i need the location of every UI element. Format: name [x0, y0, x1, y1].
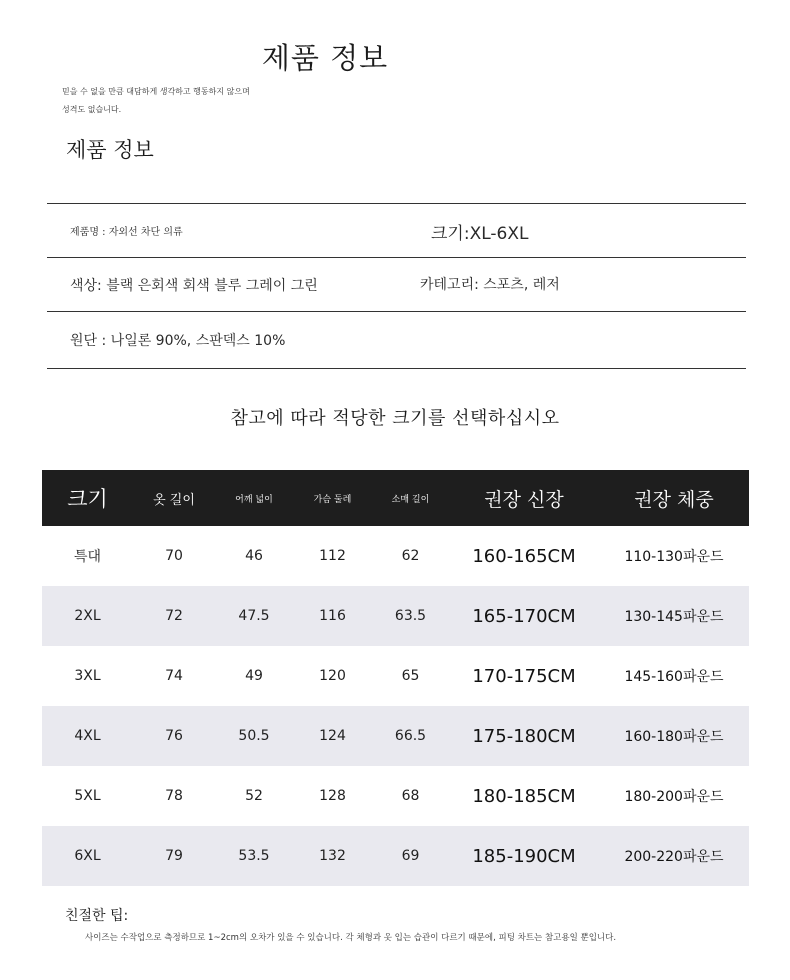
table-row [42, 706, 749, 766]
cell-height: 160-165CM [472, 545, 576, 567]
cell-length: 70 [165, 548, 183, 564]
intro-text-line-1: 믿을 수 없을 만큼 대담하게 생각하고 행동하지 않으며 [62, 87, 250, 96]
tips-title: 친절한 팁: [65, 908, 129, 924]
product-colors: 색상: 블랙 은회색 회색 블루 그레이 그린 [70, 278, 318, 294]
cell-length: 78 [165, 788, 183, 804]
table-row [42, 826, 749, 886]
product-size-range: 크기:XL-6XL [431, 224, 529, 244]
header-weight: 권장 체중 [634, 488, 714, 511]
cell-sleeve: 68 [401, 788, 420, 804]
cell-size: 6XL [74, 848, 101, 864]
cell-chest: 116 [319, 608, 346, 624]
cell-chest: 112 [319, 548, 346, 564]
cell-weight: 180-200파운드 [624, 789, 724, 805]
cell-chest: 128 [319, 788, 346, 804]
product-category: 카테고리: 스포츠, 레저 [420, 277, 560, 293]
cell-sleeve: 69 [401, 848, 420, 864]
cell-height: 185-190CM [472, 845, 576, 867]
cell-height: 180-185CM [472, 785, 576, 807]
cell-size: 5XL [74, 788, 101, 804]
cell-chest: 132 [319, 848, 346, 864]
cell-shoulder: 52 [245, 788, 263, 804]
header-size: 크기 [67, 487, 108, 511]
header-length: 옷 길이 [153, 492, 195, 508]
product-name: 제품명 : 자외선 차단 의류 [70, 227, 183, 238]
size-chart-table [42, 470, 749, 886]
cell-shoulder: 53.5 [238, 848, 270, 864]
cell-height: 170-175CM [472, 665, 576, 687]
header-sleeve: 소매 길이 [391, 494, 430, 505]
table-row [42, 646, 749, 706]
cell-size: 4XL [74, 728, 101, 744]
header-shoulder: 어깨 넓이 [235, 494, 273, 505]
cell-weight: 200-220파운드 [624, 849, 724, 865]
cell-size: 특대 [73, 549, 102, 565]
header-height: 권장 신장 [484, 488, 564, 511]
cell-length: 76 [165, 728, 183, 744]
product-fabric: 원단 : 나일론 90%, 스판덱스 10% [70, 333, 286, 349]
divider [47, 311, 746, 312]
cell-sleeve: 62 [401, 548, 420, 564]
cell-weight: 130-145파운드 [624, 609, 724, 625]
cell-shoulder: 46 [245, 548, 263, 564]
cell-size: 2XL [74, 608, 101, 624]
section-title: 제품 정보 [66, 138, 154, 162]
cell-shoulder: 49 [245, 668, 263, 684]
cell-shoulder: 47.5 [238, 608, 270, 624]
cell-weight: 110-130파운드 [624, 549, 724, 565]
cell-shoulder: 50.5 [238, 728, 270, 744]
size-guide-subtitle: 참고에 따라 적당한 크기를 선택하십시오 [230, 408, 560, 429]
cell-size: 3XL [74, 668, 101, 684]
divider [47, 368, 746, 369]
cell-height: 165-170CM [472, 605, 576, 627]
tips-text: 사이즈는 수작업으로 측정하므로 1~2cm의 오차가 있을 수 있습니다. 각 체형과 옷 입는 습관이 다르기 때문에, 피팅 차트는 참고용일 뿐입니다. [85, 933, 617, 943]
cell-sleeve: 65 [401, 668, 420, 684]
cell-length: 74 [165, 668, 183, 684]
header-chest: 가슴 둘레 [313, 494, 352, 505]
divider [47, 203, 746, 204]
intro-text-line-2: 성격도 없습니다. [62, 105, 122, 114]
table-row [42, 526, 749, 586]
cell-chest: 120 [319, 668, 346, 684]
cell-height: 175-180CM [472, 725, 576, 747]
cell-sleeve: 66.5 [394, 728, 427, 744]
cell-sleeve: 63.5 [394, 608, 427, 624]
table-row [42, 766, 749, 826]
divider [47, 257, 746, 258]
cell-weight: 145-160파운드 [624, 669, 724, 685]
cell-chest: 124 [319, 728, 346, 744]
cell-weight: 160-180파운드 [624, 729, 724, 745]
table-header-row [42, 470, 749, 526]
page-title: 제품 정보 [261, 41, 389, 75]
table-row [42, 586, 749, 646]
cell-length: 79 [165, 848, 183, 864]
cell-length: 72 [165, 608, 183, 624]
